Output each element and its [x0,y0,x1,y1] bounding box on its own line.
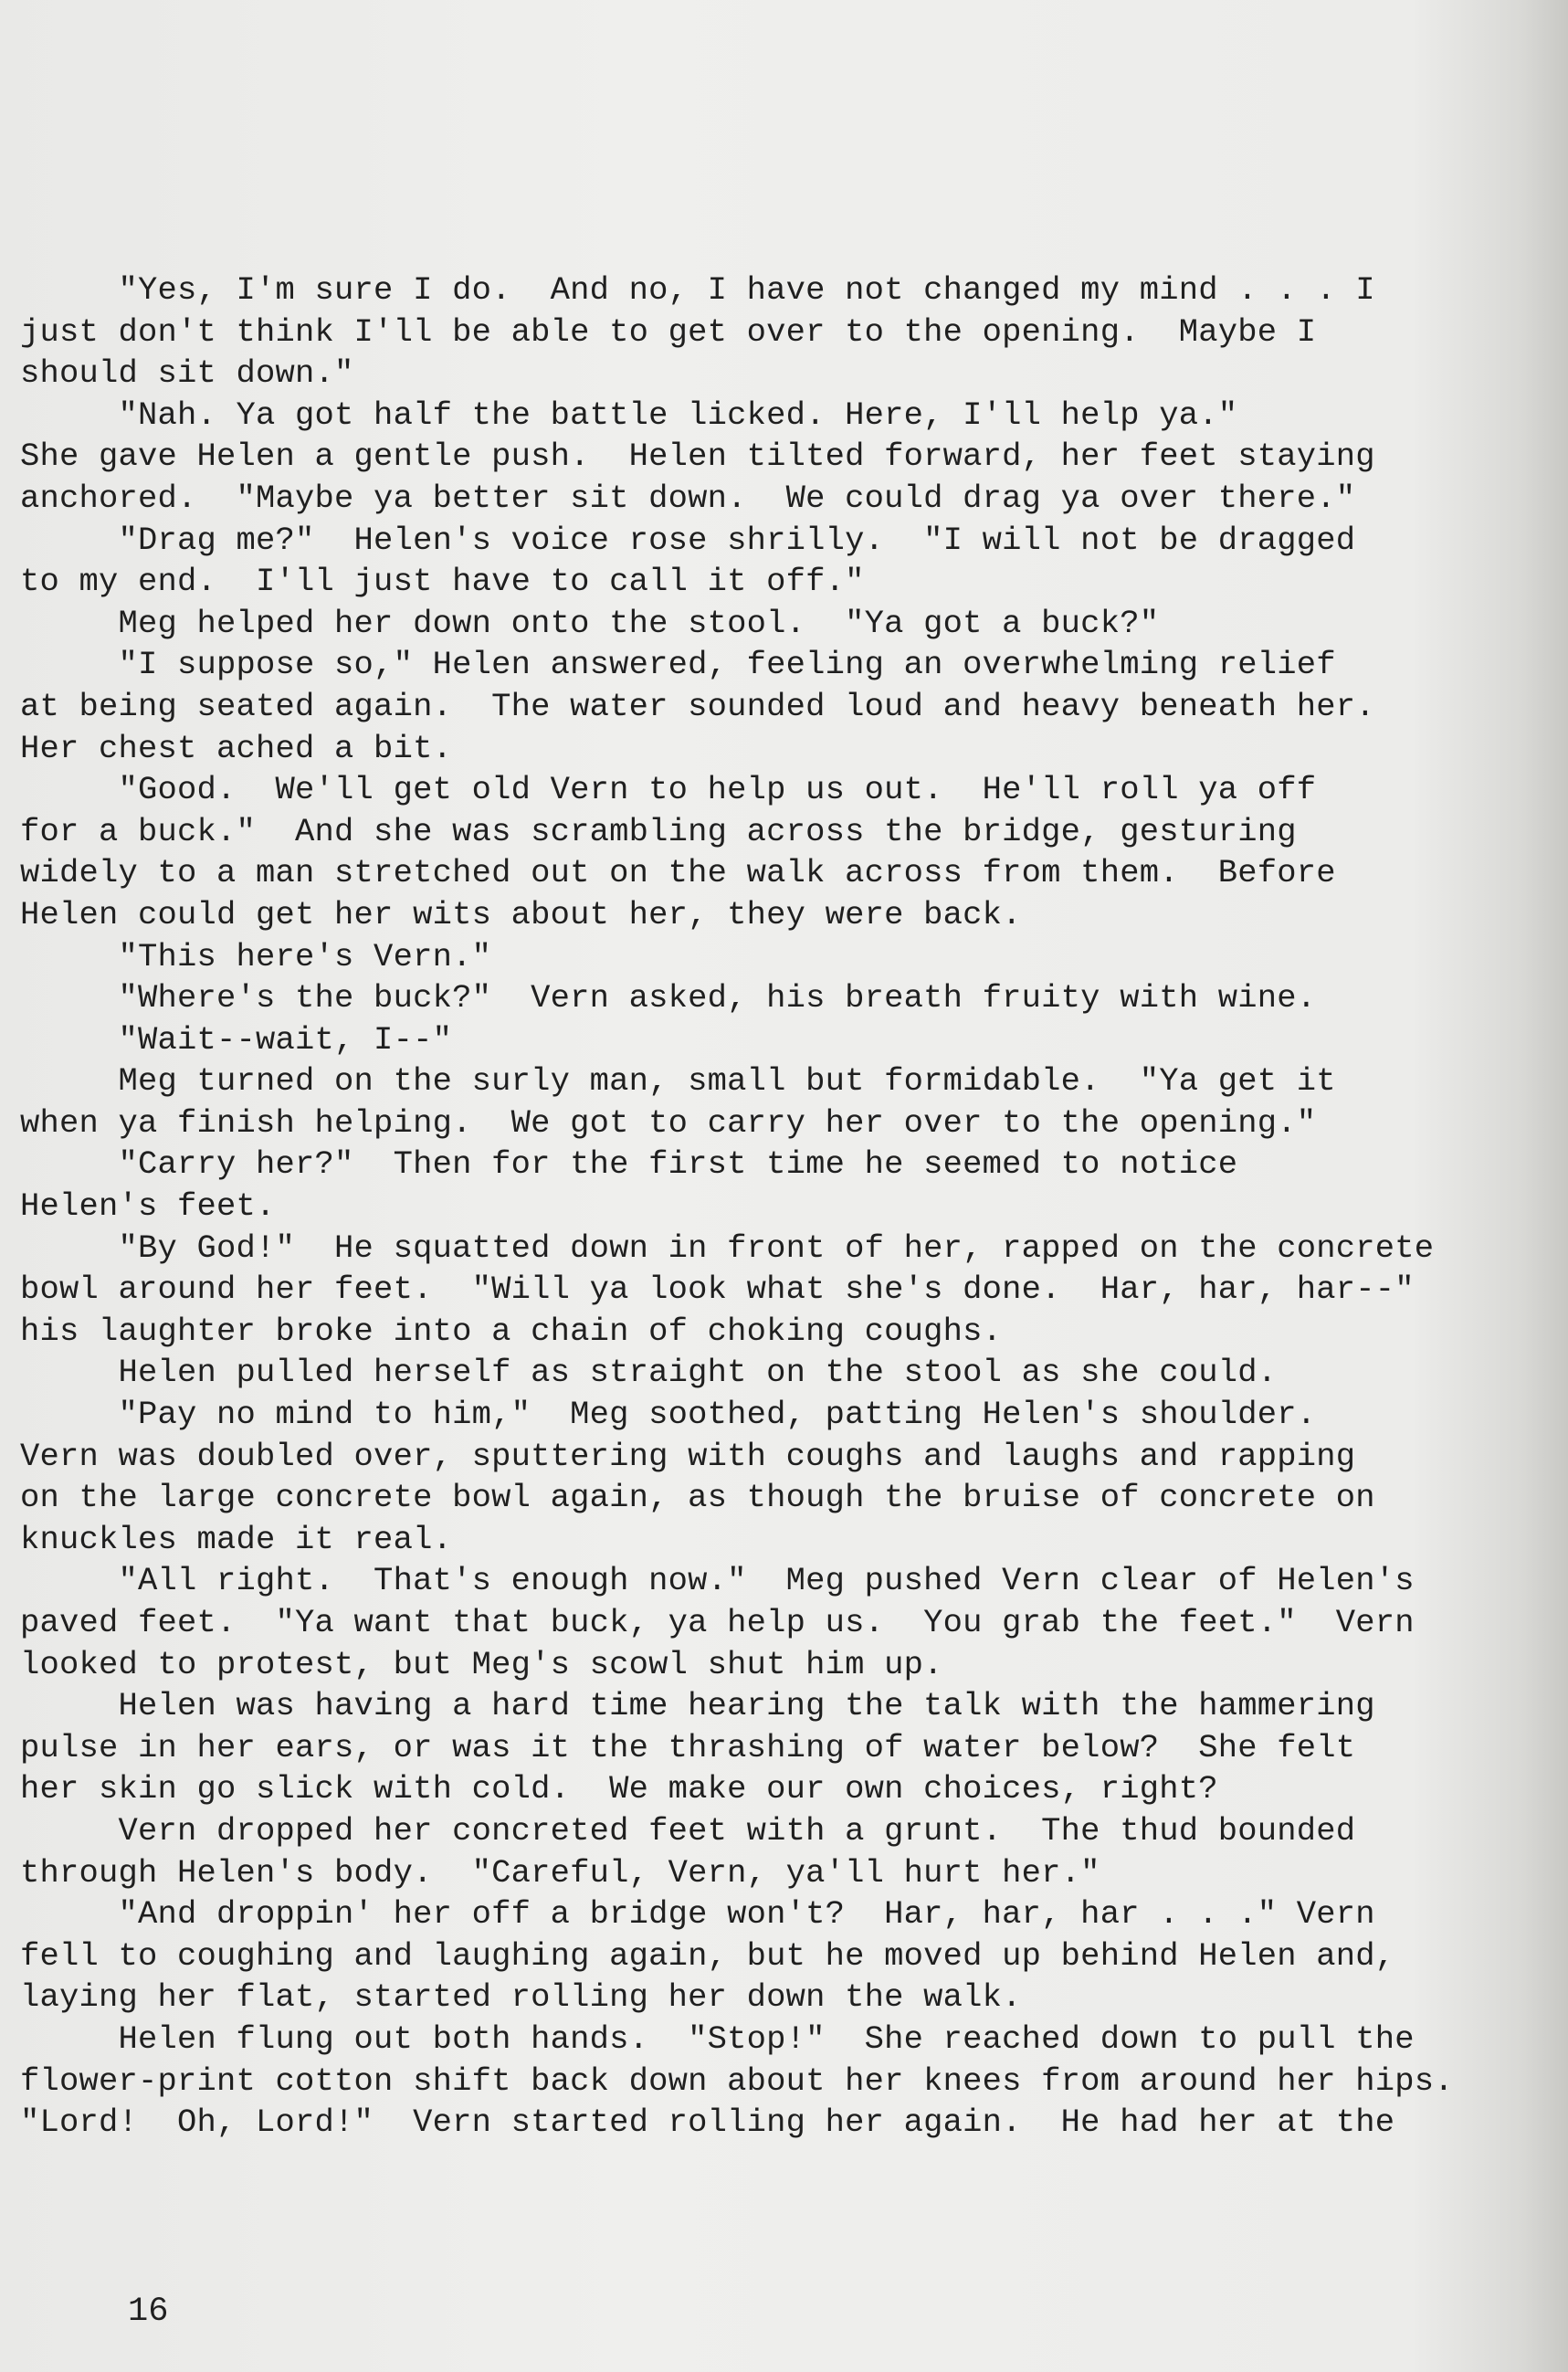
text-line: "All right. That's enough now." Meg pushed Vern clear of Helen's [20,1562,1415,1600]
text-line: bowl around her feet. "Will ya look what she's done. Har, har, har--" [20,1270,1415,1309]
text-line: Her chest ached a bit. [20,729,453,767]
text-line: "Nah. Ya got half the battle licked. Here, I'll help ya." [20,395,1238,434]
text-line: "Drag me?" Helen's voice rose shrilly. "I will not be dragged [20,521,1356,559]
page-number: 16 [128,2293,169,2331]
text-line: Helen's feet. [20,1187,276,1226]
text-line: Helen was having a hard time hearing the talk with the hammering [20,1687,1375,1725]
text-line: her skin go slick with cold. We make our own choices, right? [20,1770,1218,1808]
text-line: flower-print cotton shift back down about her knees from around her hips. [20,2061,1454,2100]
text-line: "Pay no mind to him," Meg soothed, patting Helen's shoulder. [20,1396,1317,1434]
body-text [20,269,1554,2144]
text-line: "Wait--wait, I--" [20,1020,453,1059]
text-line: pulse in her ears, or was it the thrashing of water below? She felt [20,1728,1356,1766]
text-line: for a buck." And she was scrambling across the bridge, gesturing [20,812,1297,850]
text-line: "Lord! Oh, Lord!" Vern started rolling her again. He had her at the [20,2103,1395,2142]
text-line: Meg turned on the surly man, small but formidable. "Ya get it [20,1062,1336,1101]
text-line: anchored. "Maybe ya better sit down. We could drag ya over there." [20,479,1356,517]
text-line: at being seated again. The water sounded loud and heavy beneath her. [20,687,1375,725]
text-line: through Helen's body. "Careful, Vern, ya'll hurt her." [20,1853,1100,1892]
text-line: his laughter broke into a chain of choking coughs. [20,1312,1003,1350]
text-line: paved feet. "Ya want that buck, ya help us. You grab the feet." Vern [20,1604,1415,1641]
text-line: Meg helped her down onto the stool. "Ya got a buck?" [20,604,1160,642]
text-line: "And droppin' her off a bridge won't? Har, har, har . . ." Vern [20,1895,1375,1934]
text-line: "Yes, I'm sure I do. And no, I have not changed my mind . . . I [20,271,1375,309]
text-line: "By God!" He squatted down in front of her, rapped on the concrete [20,1228,1435,1267]
text-line: to my end. I'll just have to call it off." [20,563,865,601]
text-line: looked to protest, but Meg's scowl shut him up. [20,1645,943,1683]
text-line: Vern was doubled over, sputtering with coughs and laughs and rapping [20,1437,1356,1475]
text-line: laying her flat, started rolling her down the walk. [20,1978,1022,2017]
text-line: when ya finish helping. We got to carry her over to the opening." [20,1103,1317,1142]
text-line: "Carry her?" Then for the first time he seemed to notice [20,1145,1238,1184]
text-line: "Where's the buck?" Vern asked, his breath fruity with wine. [20,979,1317,1017]
text-line: "I suppose so," Helen answered, feeling an overwhelming relief [20,646,1336,684]
text-line: on the large concrete bowl again, as though the bruise of concrete on [20,1479,1375,1517]
text-line: Helen pulled herself as straight on the stool as she could. [20,1354,1278,1392]
text-line: fell to coughing and laughing again, but he moved up behind Helen and, [20,1936,1395,1975]
text-line: Helen could get her wits about her, they were back. [20,895,1022,933]
text-line: "Good. We'll get old Vern to help us out. He'll roll ya off [20,771,1317,809]
text-line: knuckles made it real. [20,1520,453,1558]
text-line: Helen flung out both hands. "Stop!" She reached down to pull the [20,2019,1415,2058]
text-line: She gave Helen a gentle push. Helen tilted forward, her feet staying [20,438,1375,476]
text-line: should sit down." [20,354,354,393]
text-line: Vern dropped her concreted feet with a grunt. The thud bounded [20,1811,1356,1850]
text-line: "This here's Vern." [20,937,492,975]
text-line: widely to a man stretched out on the walk across from them. Before [20,854,1336,892]
text-line: just don't think I'll be able to get over to the opening. Maybe I [20,312,1317,351]
